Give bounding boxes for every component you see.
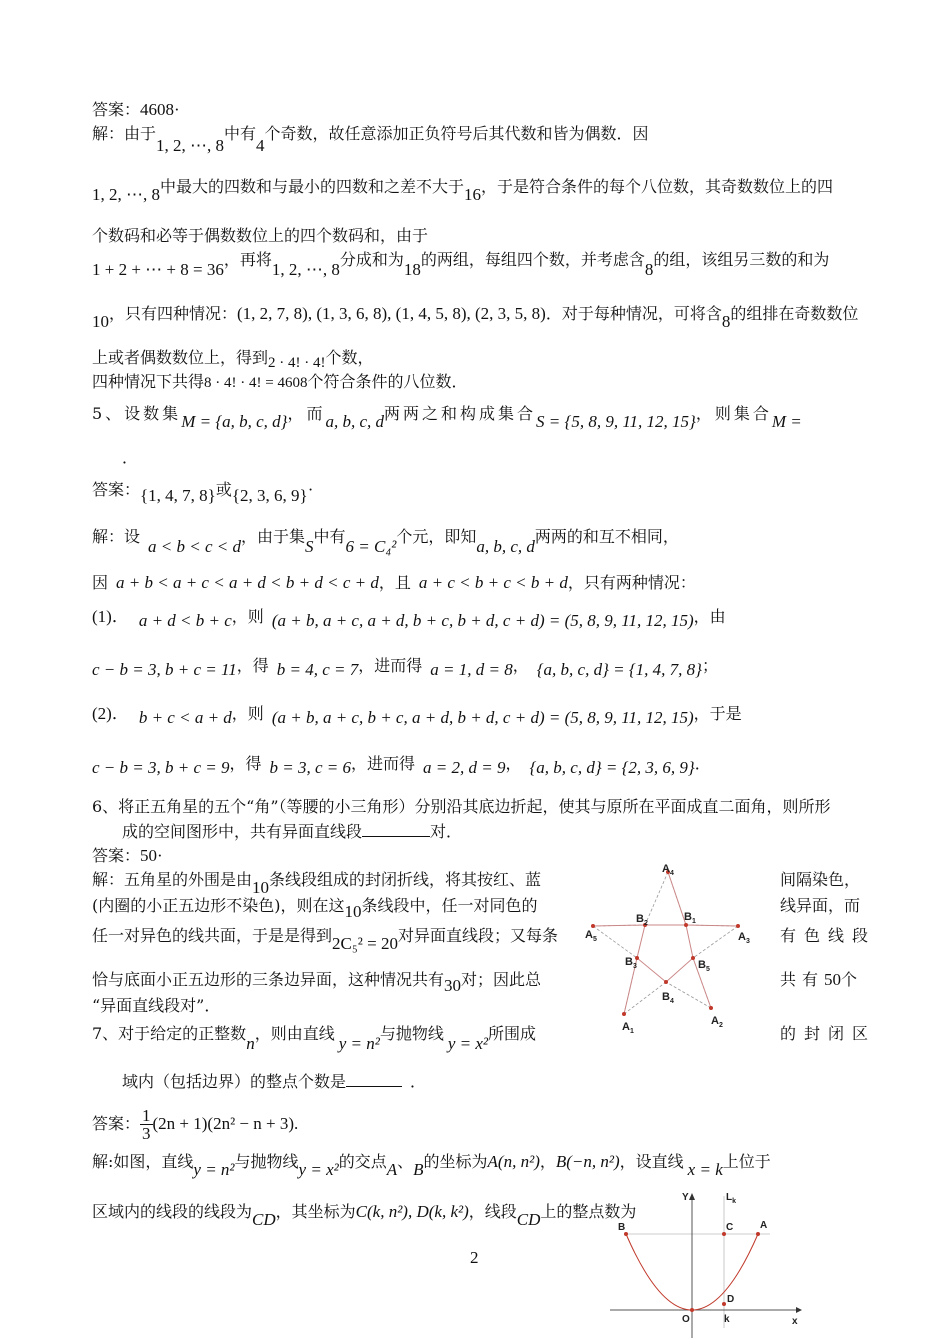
- text: ．: [410, 1072, 427, 1091]
- text: 与抛物线: [234, 1152, 299, 1171]
- text: 解：设: [92, 527, 141, 546]
- text: 四种情况下共得: [92, 372, 205, 391]
- math: 1 + 2 + ⋯ + 8 = 36: [92, 260, 224, 279]
- text: 、: [397, 1152, 414, 1171]
- math: 10: [92, 312, 109, 331]
- q6-solution-line-3: [92, 926, 558, 953]
- q4-solution-line-6: [92, 348, 374, 369]
- label-b1: $B_1$: [684, 911, 696, 925]
- label-a5: $A_5$: [585, 929, 597, 943]
- text: 个数，: [325, 348, 374, 367]
- text: ，得: [229, 754, 262, 773]
- text: 上位于: [722, 1152, 771, 1171]
- math: 8: [721, 312, 731, 331]
- text: ，则: [231, 704, 264, 723]
- math: y = n²: [338, 1034, 380, 1053]
- math: c − b = 3, b + c = 9: [92, 758, 230, 777]
- text: 解：由于: [92, 124, 157, 143]
- q5-case-1-result: [92, 656, 718, 679]
- text: 上或者偶数数位上，得到: [92, 348, 269, 367]
- math: 6 = C₄²: [345, 537, 397, 556]
- text: 所围成: [488, 1024, 537, 1043]
- text: 成的空间图形中，共有异面直线段: [122, 822, 363, 841]
- math: c − b = 3, b + c = 11: [92, 660, 237, 679]
- text: ，设直线: [619, 1152, 684, 1171]
- text: 两两的和互不相同，: [534, 527, 679, 546]
- math: (2n + 1)(2n² − n + 3).: [152, 1114, 299, 1133]
- q5-case-2: [92, 704, 742, 727]
- math: 8: [644, 260, 654, 279]
- text: ，: [512, 656, 529, 675]
- label-b2: $B_2$: [636, 913, 648, 927]
- text: ，得: [236, 656, 269, 675]
- math: 1, 2, ⋯, 8: [92, 185, 160, 204]
- label-a2: $A_2$: [711, 1015, 723, 1029]
- star-figure: [580, 858, 770, 1036]
- label-b: B: [618, 1222, 626, 1233]
- math: y = n²: [193, 1160, 235, 1179]
- text: ，线段: [468, 1202, 517, 1221]
- text: 分成和为: [339, 250, 404, 269]
- q5-solution-line-2: [92, 573, 696, 593]
- q6-solution-line-4: [92, 970, 542, 995]
- label-d: D: [727, 1294, 735, 1305]
- q6-stem-1: 6、将正五角星的五个“角”（等腰的小三角形）分别沿其底边折起，使其与原所在平面成直二面角，则所形: [92, 797, 831, 816]
- denominator: 3: [142, 1124, 151, 1143]
- q6-solution-line-1: [92, 870, 542, 897]
- label-x: x: [792, 1316, 798, 1327]
- answer-label: 答案：: [92, 1114, 141, 1133]
- label-lk: $L_k$: [726, 1192, 737, 1205]
- math: b + c < a + d: [138, 708, 232, 727]
- q5-answer-line: 答案：{1, 4, 7, 8}或{2, 3, 6, 9}·: [92, 480, 314, 505]
- math: M = {a, b, c, d}: [181, 412, 288, 431]
- answer-label: 答案：: [92, 846, 141, 865]
- text: 的交点: [338, 1152, 387, 1171]
- math: 10: [252, 878, 270, 897]
- math: B(−n, n²): [555, 1152, 620, 1171]
- label-b5: $B_5$: [698, 959, 710, 973]
- q6-solution-right-1: 间隔染色，: [780, 870, 861, 889]
- label-c: C: [726, 1222, 734, 1233]
- text: 任一对异色的线共面，于是是得到: [92, 926, 333, 945]
- math: (a + b, a + c, b + c, a + d, b + d, c + d) = (5, 8, 9, 11, 12, 15): [271, 708, 694, 727]
- q6-solution-right-4: [780, 970, 857, 990]
- text: 条线段中，任一对同色的: [361, 896, 538, 915]
- math: S = {5, 8, 9, 11, 12, 15}: [536, 412, 696, 431]
- text: 的坐标为: [423, 1152, 488, 1171]
- q5-solution-line-1: [92, 527, 679, 556]
- math: a + b < a + c < a + d < b + d < c + d: [116, 573, 379, 592]
- text: 中有: [224, 124, 257, 143]
- text: 的组，该组另三数的和为: [653, 250, 830, 269]
- case-label: (2)．: [92, 704, 129, 723]
- text: 个: [841, 970, 858, 989]
- text: ，则由直线: [254, 1024, 335, 1043]
- math: (1, 2, 7, 8), (1, 3, 6, 8), (1, 4, 5, 8), (2, 3, 5, 8): [237, 304, 546, 323]
- text: ，: [539, 1152, 556, 1171]
- text: 恰与底面小正五边形的三条边异面，这种情况共有: [92, 970, 445, 989]
- text: 个符合条件的八位数．: [307, 372, 468, 391]
- text: 上的整点数为: [540, 1202, 637, 1221]
- math: n: [246, 1034, 255, 1053]
- math: 4: [256, 136, 265, 155]
- text: 的组排在奇数数位: [730, 304, 859, 323]
- math: 50: [824, 970, 842, 989]
- label-b4: $B_4$: [662, 991, 674, 1005]
- math: a = 2, d = 9: [423, 758, 506, 777]
- text: ，: [505, 754, 522, 773]
- text: 7、对于给定的正整数: [92, 1024, 247, 1043]
- q6-solution-right-3: 有色线段: [780, 926, 877, 945]
- text: (内圈的小正五边形不染色)，则在这: [92, 896, 345, 915]
- answer-label: 答案：: [92, 480, 141, 499]
- q6-stem-2: [122, 822, 462, 842]
- math: {a, b, c, d} = {2, 3, 6, 9}: [529, 758, 695, 777]
- text: 解:如图，直线: [92, 1152, 194, 1171]
- math: y = x²: [298, 1160, 339, 1179]
- label-b3: $B_3$: [625, 956, 637, 970]
- q4-answer-line: 答案：4608·: [92, 100, 180, 119]
- q4-solution-line-4: [92, 250, 830, 279]
- answer-blank: [362, 822, 430, 837]
- math: 10: [344, 902, 362, 921]
- answer-label: 答案：: [92, 100, 141, 119]
- text: 对；因此总: [461, 970, 542, 989]
- math: 2C₅² = 20: [332, 934, 398, 953]
- q4-solution-line-1: [92, 124, 649, 155]
- math: 18: [403, 260, 421, 279]
- math: 30: [444, 976, 462, 995]
- label-k: k: [724, 1314, 730, 1325]
- math: {a, b, c, d} = {1, 4, 7, 8}: [536, 660, 702, 679]
- q6-solution-line-2: [92, 896, 538, 921]
- text: ．对于每种情况，可将含: [545, 304, 722, 323]
- text: ，进而得: [358, 656, 423, 675]
- case-label: (1)．: [92, 607, 129, 626]
- label-a1: $A_1$: [622, 1021, 634, 1035]
- text: 域内（包括边界）的整点个数是: [122, 1072, 347, 1091]
- text: ；: [701, 656, 718, 675]
- label-o: O: [682, 1314, 690, 1325]
- q7-solution-line-1: [92, 1152, 771, 1179]
- q5-stem: [92, 404, 802, 431]
- q4-solution-line-2: [92, 177, 834, 204]
- math: a < b < c < d: [148, 537, 241, 556]
- text: 对．: [430, 822, 463, 841]
- text: 5、设数集: [92, 404, 182, 423]
- math: 2 · 4! · 4!: [268, 355, 326, 371]
- label-y: Y: [682, 1192, 689, 1203]
- math: 1, 2, ⋯, 8: [271, 260, 340, 279]
- math: y = x²: [447, 1034, 489, 1053]
- q6-answer-line: 答案：50·: [92, 846, 163, 865]
- text: ，只有两种情况：: [567, 573, 696, 592]
- text: ，由: [693, 607, 726, 626]
- text: 中最大的四数和与最小的四数和之差不大于: [160, 177, 465, 196]
- label-a: A: [760, 1220, 768, 1231]
- answer-blank: [346, 1072, 402, 1087]
- q4-solution-line-7: [92, 372, 467, 393]
- math: A(n, n²): [487, 1152, 540, 1171]
- text: 或: [215, 480, 232, 499]
- text: 两两之和构成集合: [384, 404, 537, 423]
- math: S: [305, 537, 314, 556]
- text: ，则: [231, 607, 264, 626]
- answer-value: 50: [140, 846, 158, 865]
- text: ，于是: [693, 704, 742, 723]
- parabola-figure: [610, 1188, 810, 1344]
- text: ，则集合: [695, 404, 772, 423]
- text: 条线段组成的封闭折线，将其按红、蓝: [269, 870, 542, 889]
- text: ，只有四种情况：: [109, 304, 238, 323]
- q7-stem-right: 的封闭区: [780, 1024, 877, 1043]
- q5-case-2-result: [92, 754, 711, 777]
- math: a + d < b + c: [138, 611, 232, 630]
- q6-solution-right-2: 线异面，而: [780, 896, 861, 915]
- text: 解：五角星的外围是由: [92, 870, 253, 889]
- math: CD: [252, 1210, 276, 1229]
- text: 共有: [780, 970, 825, 989]
- label-a4: $A_4$: [662, 863, 674, 877]
- math: 16: [464, 185, 482, 204]
- math: a = 1, d = 8: [430, 660, 513, 679]
- text: ，且: [378, 573, 411, 592]
- q4-solution-line-5: [92, 304, 859, 331]
- math: {1, 4, 7, 8}: [140, 486, 216, 505]
- text: 与抛物线: [379, 1024, 444, 1043]
- numerator: 1: [142, 1106, 151, 1125]
- text: ，于是符合条件的每个八位数，其奇数数位上的四: [481, 177, 834, 196]
- q5-stem-end: ．: [122, 448, 139, 467]
- math: a + c < b + c < b + d: [418, 573, 568, 592]
- text: ，再将: [223, 250, 272, 269]
- text: 个元，即知: [396, 527, 477, 546]
- q5-case-1: [92, 607, 726, 630]
- q7-answer-line: [92, 1104, 298, 1144]
- math: (a + b, a + c, a + d, b + c, b + d, c + d) = (5, 8, 9, 11, 12, 15): [271, 611, 694, 630]
- text: 对异面直线段；又每条: [397, 926, 558, 945]
- math: b = 3, c = 6: [269, 758, 351, 777]
- text: ，进而得: [351, 754, 416, 773]
- text: 个奇数，故任意添加正负符号后其代数和皆为偶数．因: [264, 124, 649, 143]
- text: 中有: [313, 527, 346, 546]
- fraction: [140, 1107, 153, 1142]
- q4-solution-line-3: 个数码和必等于偶数数位上的四个数码和，由于: [92, 226, 429, 245]
- text: 区域内的线段的线段为: [92, 1202, 253, 1221]
- q7-stem-2: [122, 1072, 426, 1092]
- math: x = k: [687, 1160, 723, 1179]
- label-a3: $A_3$: [738, 931, 750, 945]
- math: A: [386, 1160, 398, 1179]
- text: ，由于集: [240, 527, 305, 546]
- math: 1, 2, ⋯, 8: [156, 136, 225, 155]
- math: B: [413, 1160, 424, 1179]
- answer-value: 4608: [140, 100, 175, 119]
- text: ，其坐标为: [275, 1202, 356, 1221]
- math: CD: [516, 1210, 541, 1229]
- math: M =: [771, 412, 802, 431]
- math: 8 · 4! · 4! = 4608: [204, 375, 308, 391]
- q7-stem-1: [92, 1024, 537, 1053]
- math: b = 4, c = 7: [276, 660, 359, 679]
- text: ，而: [287, 404, 326, 423]
- text: 的两组，每组四个数，并考虑含: [420, 250, 645, 269]
- q6-solution-line-5: “异面直线段对”．: [92, 996, 221, 1015]
- text: ．: [694, 754, 711, 773]
- math: C(k, n²), D(k, k²): [355, 1202, 469, 1221]
- math: {2, 3, 6, 9}: [231, 486, 308, 505]
- q7-solution-line-2: [92, 1202, 637, 1229]
- math: a, b, c, d: [476, 537, 535, 556]
- text: 因: [92, 573, 109, 592]
- math: a, b, c, d: [325, 412, 385, 431]
- page-number: 2: [470, 1248, 479, 1267]
